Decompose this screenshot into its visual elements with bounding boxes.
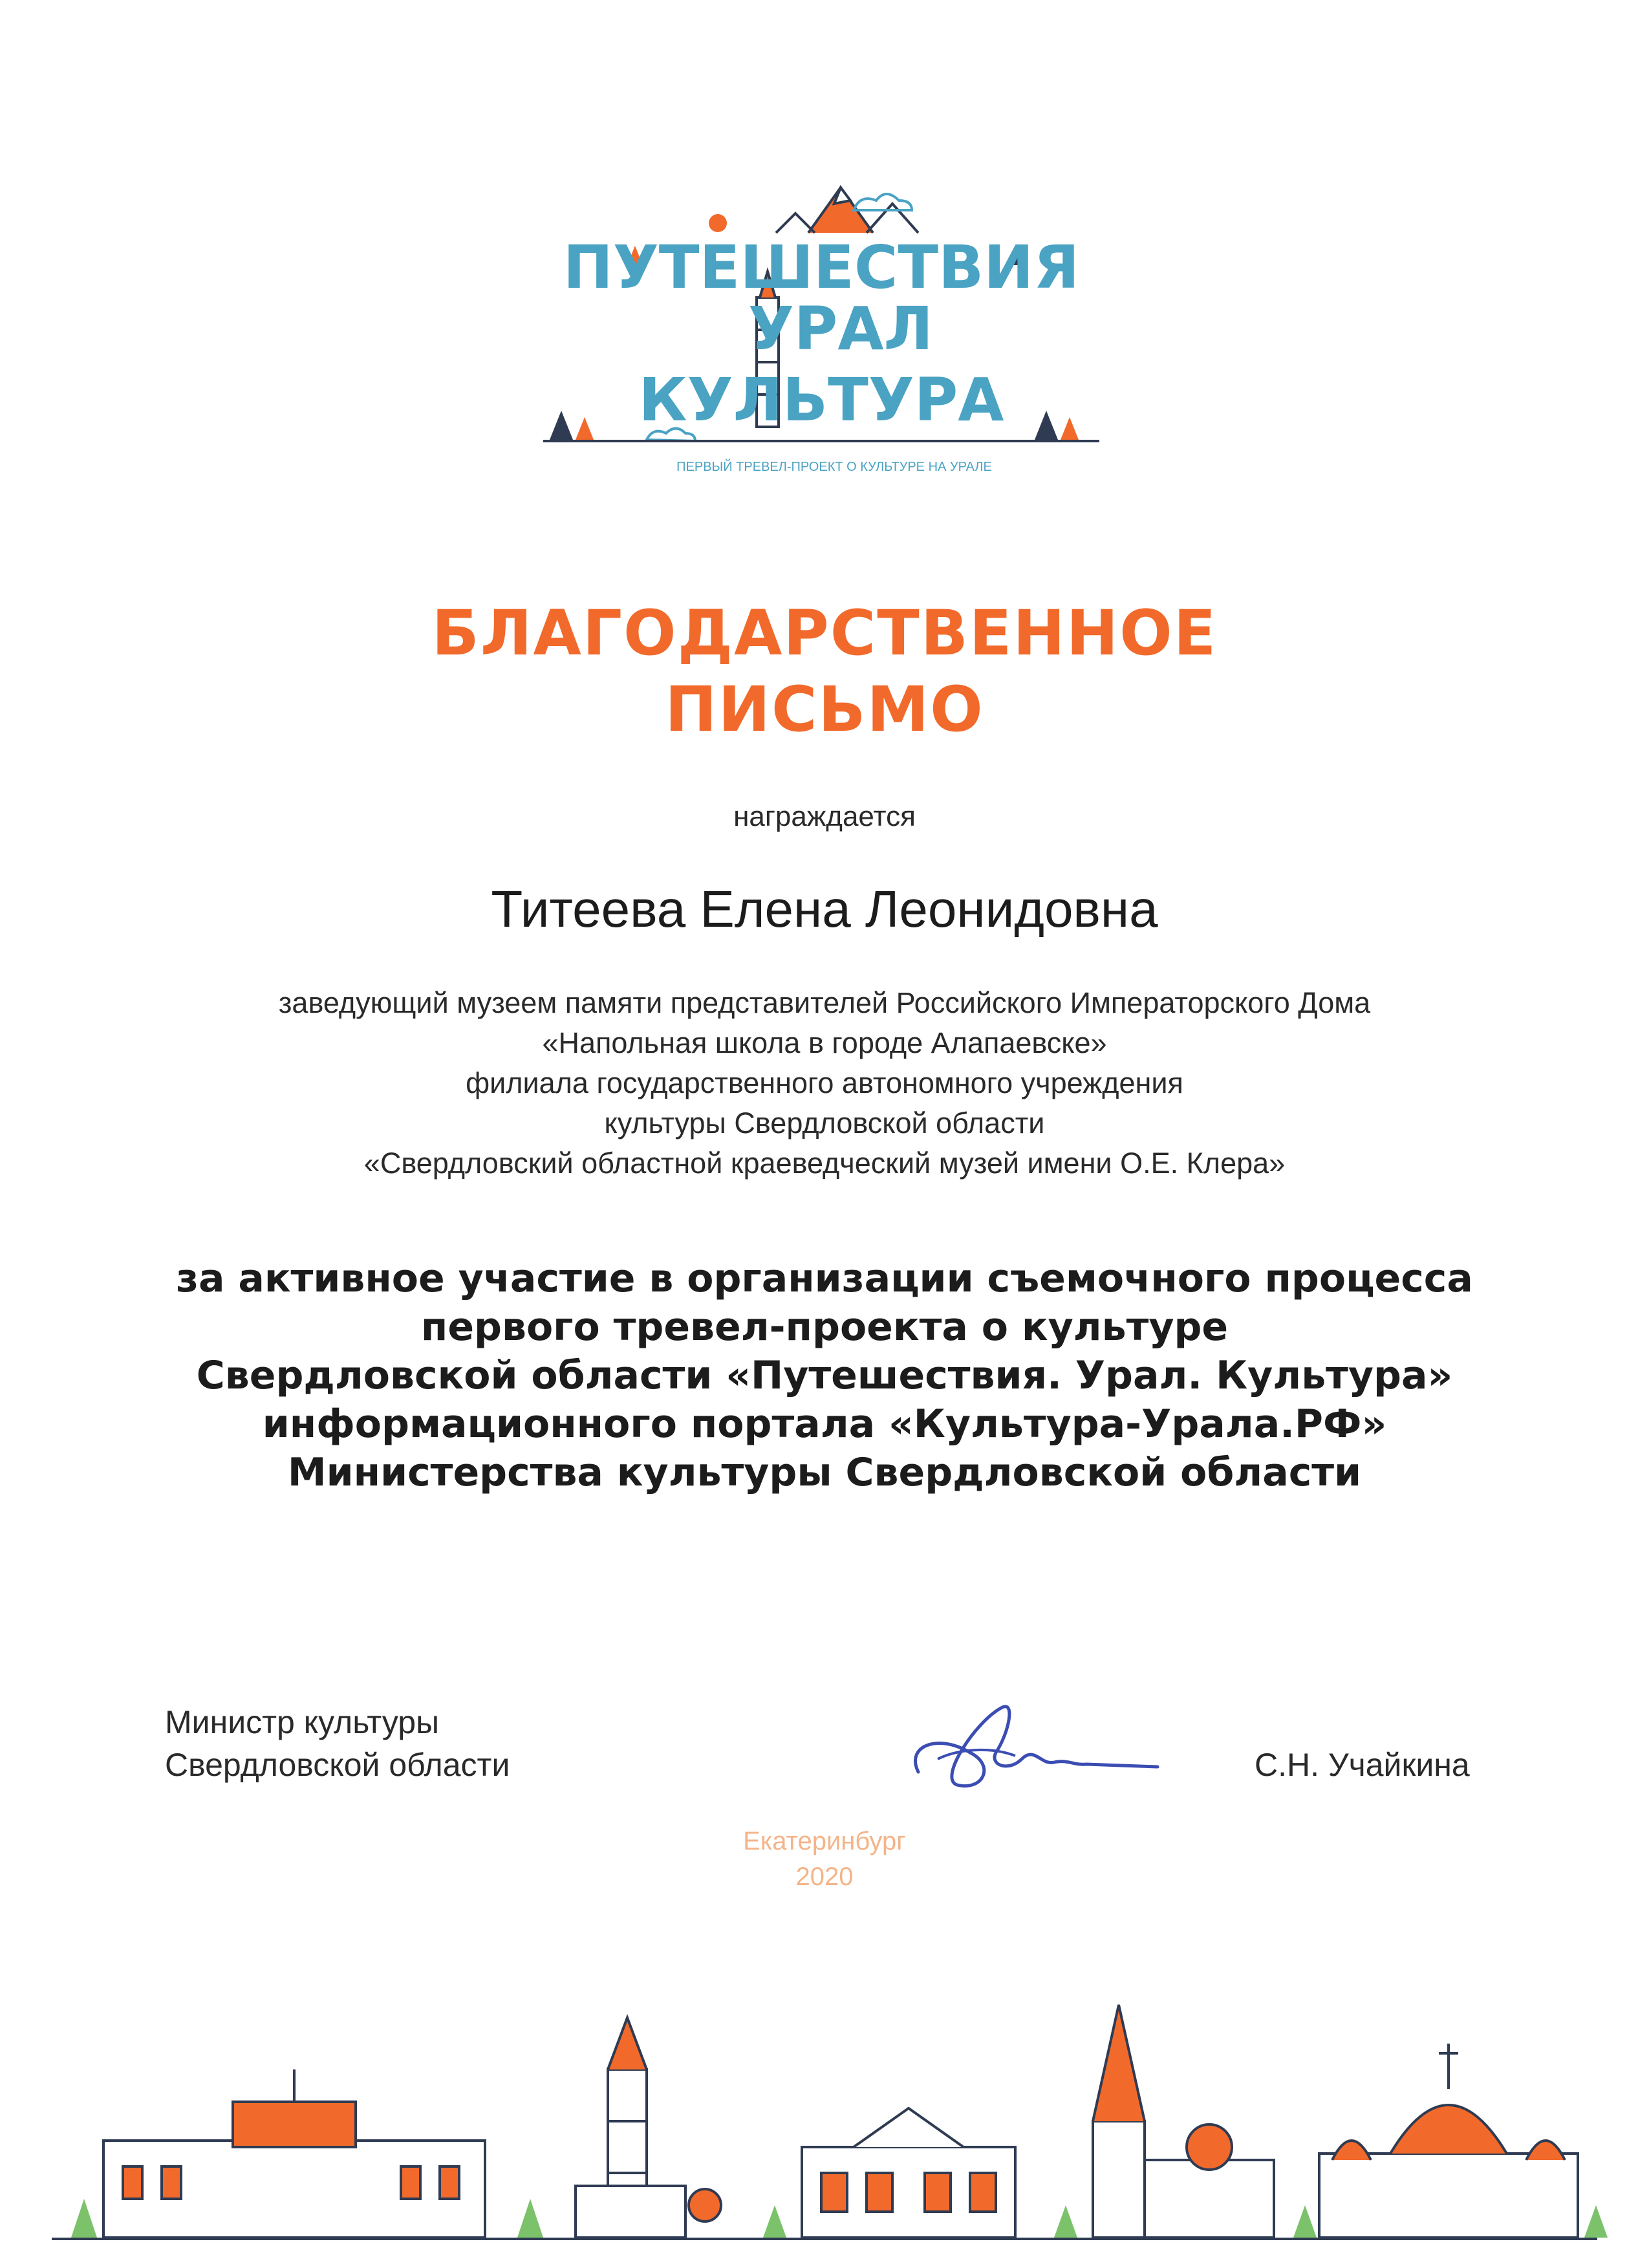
signer-title-line-1: Министр культуры: [165, 1704, 440, 1740]
place-and-year: [0, 1824, 1649, 1895]
title-line-2: ПИСЬМО: [665, 673, 984, 746]
signer-title: [165, 1701, 510, 1786]
leaning-tower-icon: [576, 2018, 721, 2238]
city-skyline-illustration: [0, 1992, 1649, 2268]
position-line: филиала государственного автономного учреждения: [466, 1066, 1183, 1099]
position-line: заведующий музеем памяти представителей Российского Императорского Дома: [278, 986, 1371, 1019]
logo-tagline: ПЕРВЫЙ ТРЕВЕЛ-ПРОЕКТ О КУЛЬТУРЕ НА УРАЛЕ: [676, 460, 992, 474]
award-reason: [0, 1255, 1649, 1497]
reason-line: Министерства культуры Свердловской области: [287, 1450, 1362, 1495]
building-icon: [103, 2069, 485, 2238]
recipient-name: Титеева Елена Леонидовна: [491, 880, 1158, 938]
logo-line-1: ПУТЕШЕСТВИЯ: [563, 233, 1080, 302]
signer-title-line-2: Свердловской области: [165, 1747, 510, 1783]
cathedral-icon: [1319, 2044, 1578, 2238]
position-line: «Напольная школа в городе Алапаевске»: [542, 1026, 1107, 1059]
cloud-icon: [854, 194, 912, 210]
signer-name: С.Н. Учайкина: [1255, 1747, 1470, 1783]
recipient-position: [0, 983, 1649, 1183]
year: 2020: [795, 1863, 854, 1891]
project-logo: [530, 175, 1112, 479]
building-icon: [802, 2108, 1015, 2238]
reason-line: Свердловской области «Путешествия. Урал. Культура»: [196, 1353, 1453, 1398]
position-line: «Свердловский областной краеведческий музей имени О.Е. Клера»: [363, 1147, 1286, 1180]
position-line: культуры Свердловской области: [604, 1107, 1045, 1139]
sun-icon: [709, 214, 727, 232]
awarded-label: награждается: [733, 801, 916, 832]
document-title: [0, 595, 1649, 748]
reason-line: первого тревел-проекта о культуре: [420, 1304, 1229, 1350]
reason-line: за активное участие в организации съемочного процесса: [176, 1256, 1473, 1301]
reason-line: информационного портала «Культура-Урала.РФ»: [262, 1401, 1387, 1447]
church-icon: [1093, 2005, 1274, 2238]
city: Екатеринбург: [743, 1827, 906, 1855]
handwritten-signature: [899, 1694, 1170, 1811]
title-line-1: БЛАГОДАРСТВЕННОЕ: [431, 597, 1218, 669]
logo-line-2: УРАЛ: [748, 294, 933, 363]
logo-line-3: КУЛЬТУРА: [638, 365, 1004, 435]
